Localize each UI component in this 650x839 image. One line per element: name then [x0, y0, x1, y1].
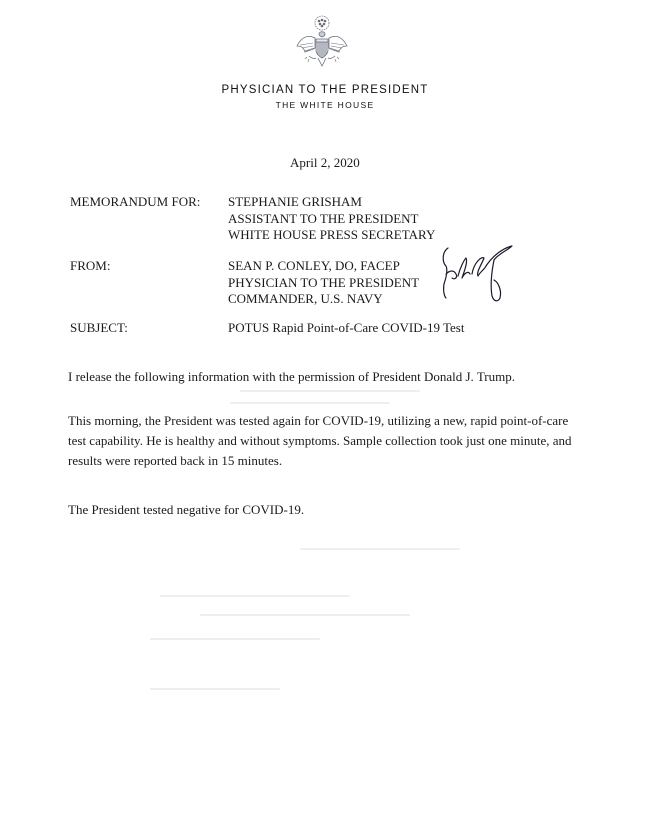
memo-from-sender [228, 258, 419, 308]
sender-rank: COMMANDER, U.S. NAVY [228, 291, 383, 306]
bleed-through-mark [160, 595, 350, 597]
bleed-through-mark [150, 638, 320, 640]
memo-date: April 2, 2020 [290, 155, 360, 170]
great-seal-eagle-icon [291, 12, 353, 74]
body-paragraph-permission: I release the following information with the permission of President Donald J. Trump. [68, 369, 515, 384]
bleed-through-mark [230, 402, 390, 404]
bleed-through-mark [150, 688, 280, 690]
recipient-title: ASSISTANT TO THE PRESIDENT [228, 210, 419, 226]
memo-subject-label: SUBJECT: [70, 320, 128, 335]
body-paragraph-result: The President tested negative for COVID-19. [68, 502, 305, 517]
body-paragraph-test-details: This morning, the President was tested again for COVID-19, utilizing a new, rapid point-of-care test capability. He is healthy and without symptoms. Sample collection took just one minute, and results were reported back in 15 minutes. [68, 413, 572, 468]
sender-title: PHYSICIAN TO THE PRESIDENT [228, 274, 420, 290]
bleed-through-mark [300, 548, 460, 550]
office-subtitle: THE WHITE HOUSE [275, 100, 375, 110]
memo-for-recipient [228, 194, 435, 244]
bleed-through-mark [200, 614, 410, 616]
handwritten-signature-icon [438, 240, 518, 308]
office-title: PHYSICIAN TO THE PRESIDENT [221, 84, 429, 96]
bleed-through-mark [240, 390, 420, 392]
memo-subject-text: POTUS Rapid Point-of-Care COVID-19 Test [228, 320, 465, 335]
recipient-role: WHITE HOUSE PRESS SECRETARY [228, 227, 436, 242]
memo-from-label: FROM: [70, 258, 111, 273]
recipient-name: STEPHANIE GRISHAM [228, 194, 362, 209]
sender-name: SEAN P. CONLEY, DO, FACEP [228, 258, 400, 273]
memo-for-label: MEMORANDUM FOR: [70, 194, 201, 209]
